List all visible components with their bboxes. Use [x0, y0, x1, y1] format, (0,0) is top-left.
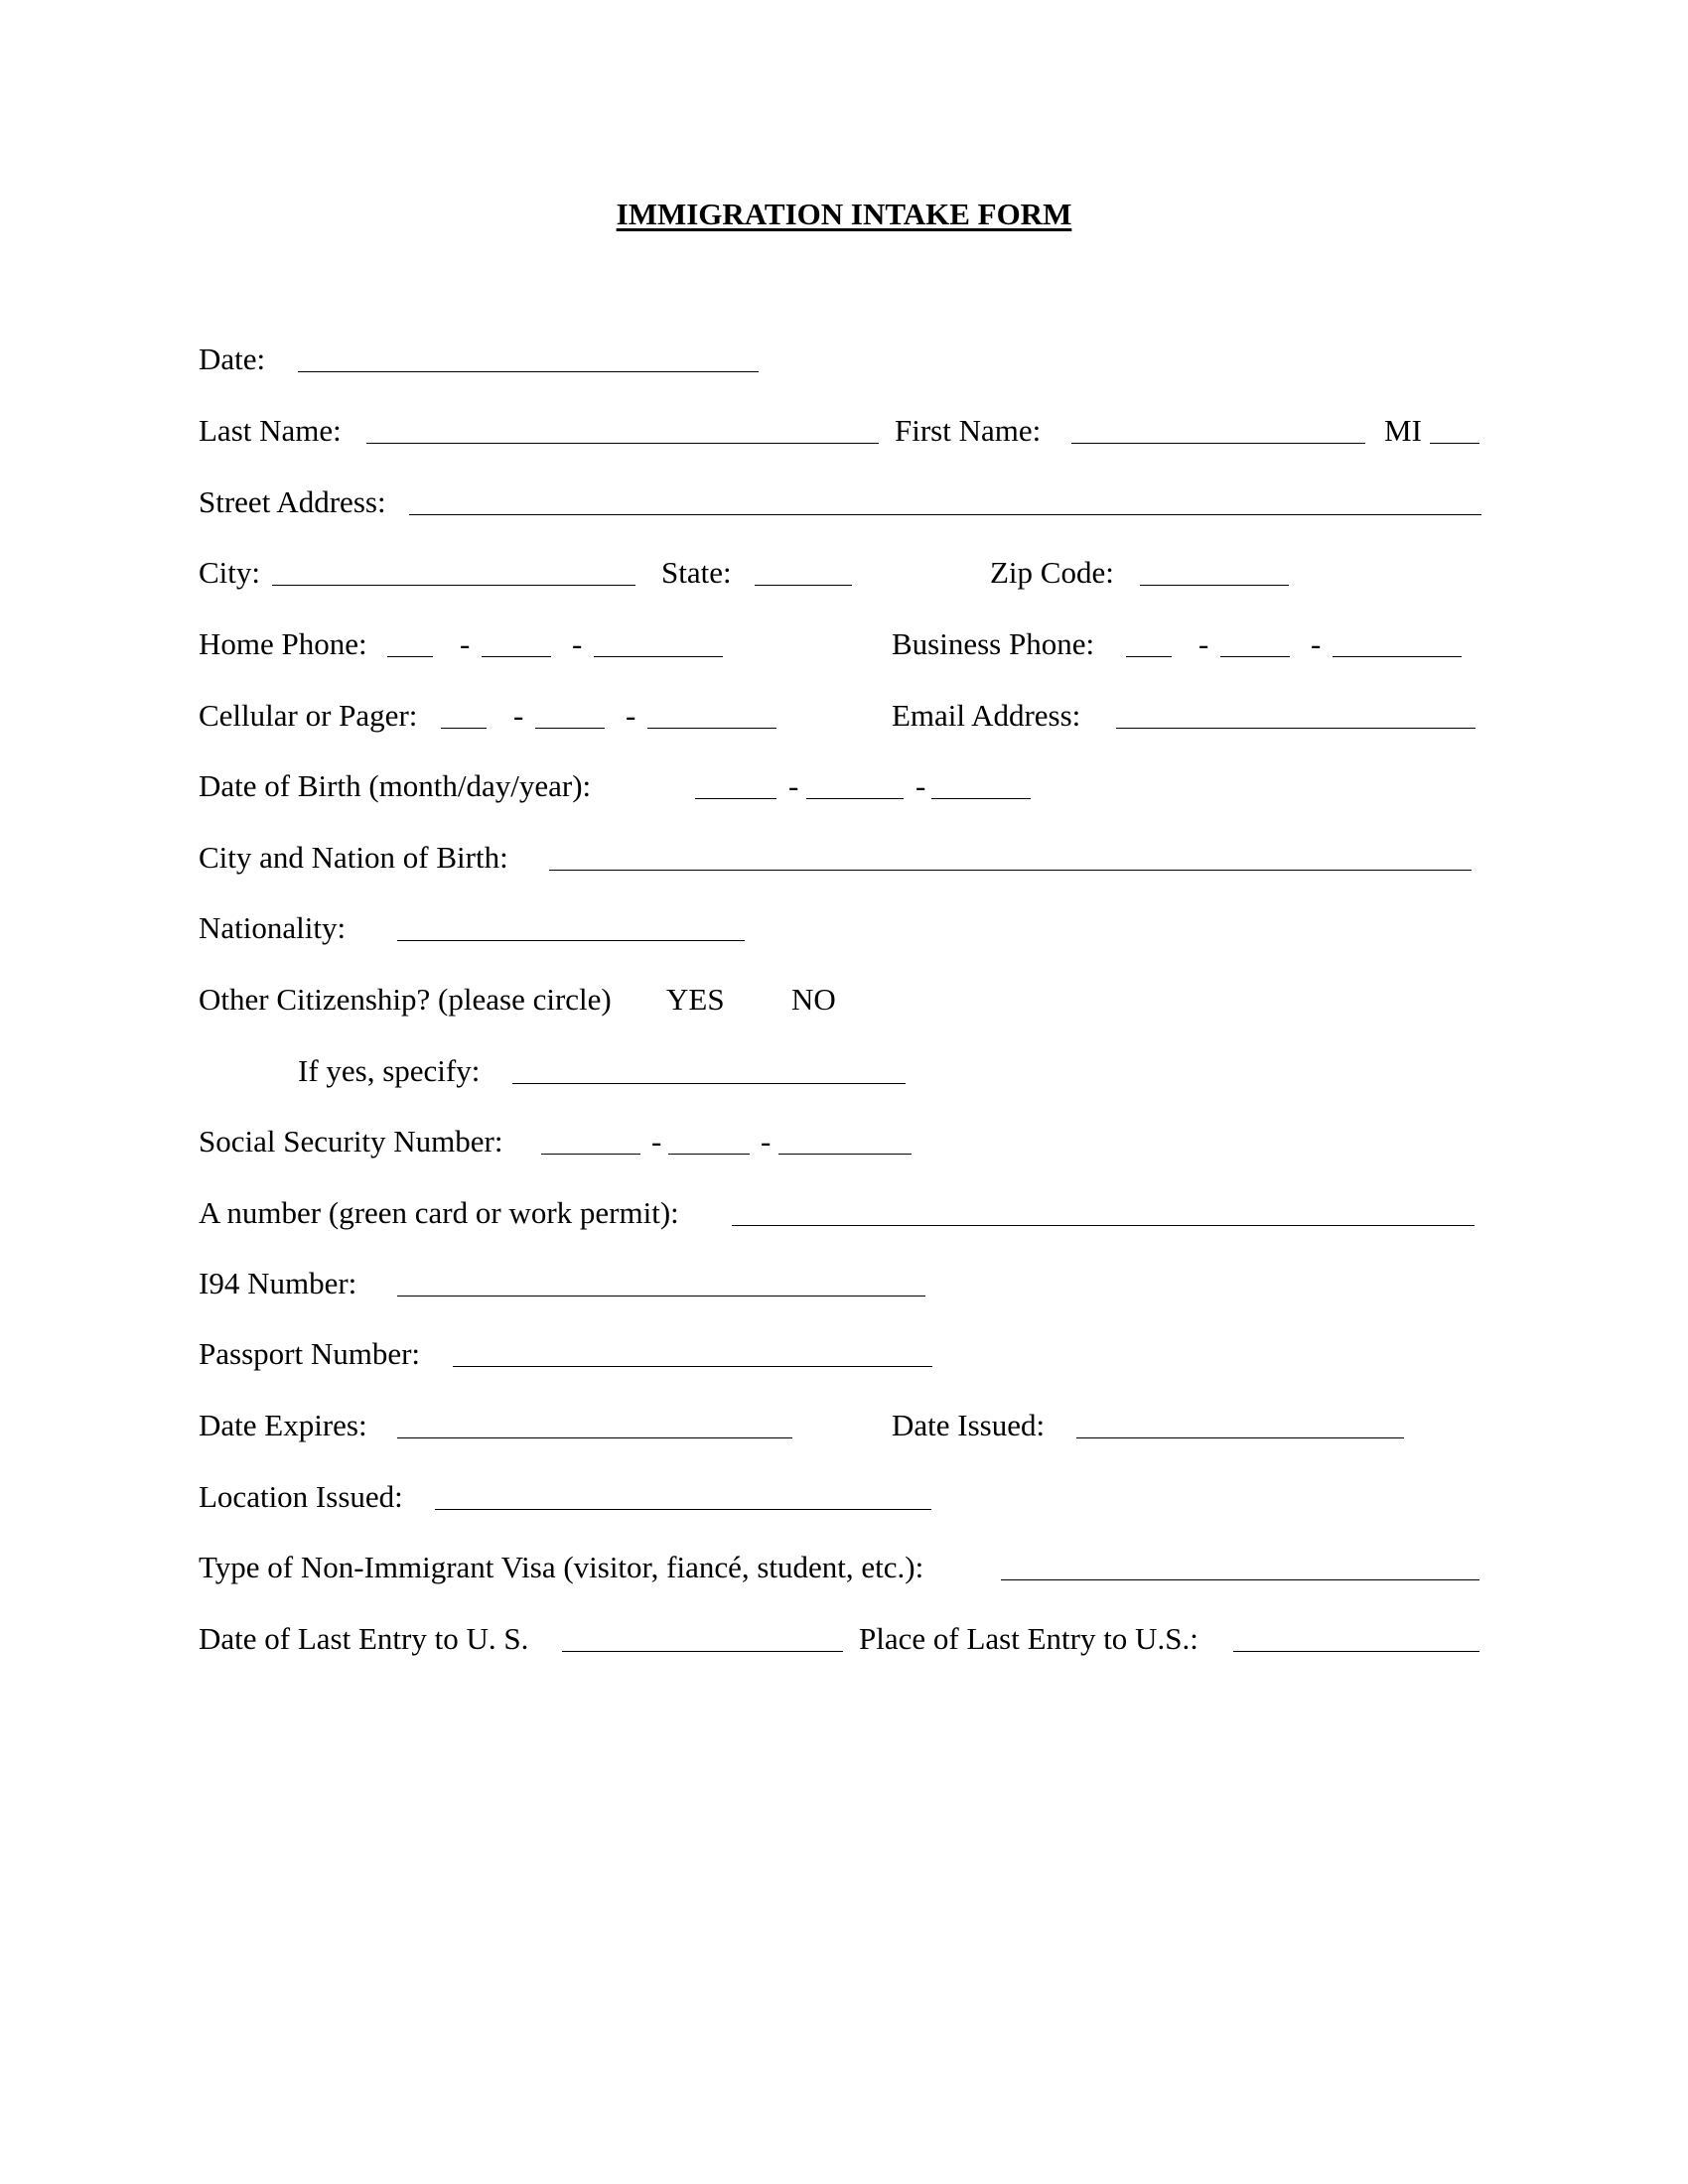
i94-label: I94 Number: — [199, 1266, 357, 1300]
row-dob — [199, 766, 1489, 810]
dob-separator: - — [915, 768, 926, 803]
street-address-label: Street Address: — [199, 484, 386, 519]
date-input-line[interactable] — [298, 371, 759, 372]
row-ssn — [199, 1122, 1489, 1165]
row-city — [199, 553, 1489, 597]
yes-option[interactable]: YES — [666, 982, 725, 1017]
zip-code-label: Zip Code: — [990, 555, 1114, 590]
ssn-part3-line[interactable] — [778, 1154, 912, 1155]
home-phone-label: Home Phone: — [199, 626, 367, 661]
last-entry-date-label: Date of Last Entry to U. S. — [199, 1621, 529, 1656]
row-birth-place — [199, 838, 1489, 882]
date-issued-input-line[interactable] — [1076, 1437, 1404, 1438]
location-issued-label: Location Issued: — [199, 1479, 403, 1514]
ssn-separator: - — [761, 1124, 772, 1159]
row-cell-email — [199, 696, 1489, 740]
if-yes-input-line[interactable] — [512, 1083, 906, 1084]
dob-separator: - — [788, 768, 799, 803]
birth-place-input-line[interactable] — [549, 870, 1472, 871]
row-name — [199, 411, 1489, 455]
business-phone-area-line[interactable] — [1126, 656, 1172, 657]
dob-day-line[interactable] — [806, 798, 904, 799]
business-phone-prefix-line[interactable] — [1220, 656, 1290, 657]
passport-input-line[interactable] — [453, 1366, 932, 1367]
state-input-line[interactable] — [755, 585, 852, 586]
zip-code-input-line[interactable] — [1140, 585, 1289, 586]
city-label: City: — [199, 555, 261, 590]
last-name-label: Last Name: — [199, 413, 342, 448]
street-address-input-line[interactable] — [409, 514, 1481, 515]
row-visa-type — [199, 1548, 1489, 1591]
state-label: State: — [661, 555, 732, 590]
cellular-prefix-line[interactable] — [535, 728, 605, 729]
ssn-part2-line[interactable] — [668, 1154, 750, 1155]
row-passport — [199, 1334, 1489, 1378]
first-name-input-line[interactable] — [1071, 443, 1365, 444]
other-citizenship-label: Other Citizenship? (please circle) — [199, 982, 612, 1017]
row-nationality — [199, 908, 1489, 952]
cellular-number-line[interactable] — [647, 728, 776, 729]
row-passport-dates — [199, 1406, 1489, 1449]
dob-month-line[interactable] — [695, 798, 776, 799]
email-input-line[interactable] — [1116, 728, 1476, 729]
a-number-label: A number (green card or work permit): — [199, 1195, 679, 1230]
no-option[interactable]: NO — [791, 982, 836, 1017]
cellular-label: Cellular or Pager: — [199, 698, 418, 733]
home-phone-number-line[interactable] — [594, 656, 723, 657]
cellular-area-line[interactable] — [441, 728, 487, 729]
row-location-issued — [199, 1477, 1489, 1521]
home-phone-separator: - — [460, 626, 471, 661]
date-issued-label: Date Issued: — [892, 1408, 1046, 1442]
row-i94 — [199, 1264, 1489, 1307]
if-yes-label: If yes, specify: — [298, 1053, 481, 1088]
ssn-part1-line[interactable] — [541, 1154, 640, 1155]
cellular-separator: - — [626, 698, 636, 733]
last-name-input-line[interactable] — [366, 443, 879, 444]
business-phone-number-line[interactable] — [1333, 656, 1462, 657]
last-entry-date-input-line[interactable] — [562, 1651, 843, 1652]
mi-input-line[interactable] — [1430, 443, 1479, 444]
dob-year-line[interactable] — [931, 798, 1031, 799]
visa-type-label: Type of Non-Immigrant Visa (visitor, fiancé, student, etc.): — [199, 1550, 924, 1584]
first-name-label: First Name: — [895, 413, 1042, 448]
home-phone-area-line[interactable] — [387, 656, 433, 657]
row-last-entry — [199, 1619, 1489, 1663]
row-street — [199, 482, 1489, 526]
business-phone-label: Business Phone: — [892, 626, 1095, 661]
row-if-yes — [199, 1051, 1489, 1095]
home-phone-prefix-line[interactable] — [482, 656, 551, 657]
cellular-separator: - — [513, 698, 524, 733]
home-phone-separator: - — [572, 626, 583, 661]
date-expires-input-line[interactable] — [397, 1437, 792, 1438]
row-other-citizenship — [199, 980, 1489, 1024]
date-expires-label: Date Expires: — [199, 1408, 367, 1442]
nationality-label: Nationality: — [199, 910, 347, 945]
row-date — [199, 340, 1489, 383]
row-phones — [199, 624, 1489, 668]
form-title: IMMIGRATION INTAKE FORM — [616, 197, 1072, 231]
passport-label: Passport Number: — [199, 1336, 421, 1371]
last-entry-place-label: Place of Last Entry to U.S.: — [859, 1621, 1198, 1656]
date-label: Date: — [199, 341, 266, 376]
row-a-number — [199, 1193, 1489, 1237]
mi-label: MI — [1384, 413, 1422, 448]
nationality-input-line[interactable] — [397, 940, 745, 941]
birth-place-label: City and Nation of Birth: — [199, 840, 508, 875]
last-entry-place-input-line[interactable] — [1233, 1651, 1479, 1652]
location-issued-input-line[interactable] — [435, 1509, 931, 1510]
ssn-separator: - — [651, 1124, 662, 1159]
email-label: Email Address: — [892, 698, 1081, 733]
city-input-line[interactable] — [272, 585, 635, 586]
a-number-input-line[interactable] — [732, 1225, 1475, 1226]
visa-type-input-line[interactable] — [1001, 1579, 1479, 1580]
ssn-label: Social Security Number: — [199, 1124, 503, 1159]
business-phone-separator: - — [1311, 626, 1322, 661]
dob-label: Date of Birth (month/day/year): — [199, 768, 592, 803]
business-phone-separator: - — [1198, 626, 1209, 661]
i94-input-line[interactable] — [397, 1296, 925, 1297]
